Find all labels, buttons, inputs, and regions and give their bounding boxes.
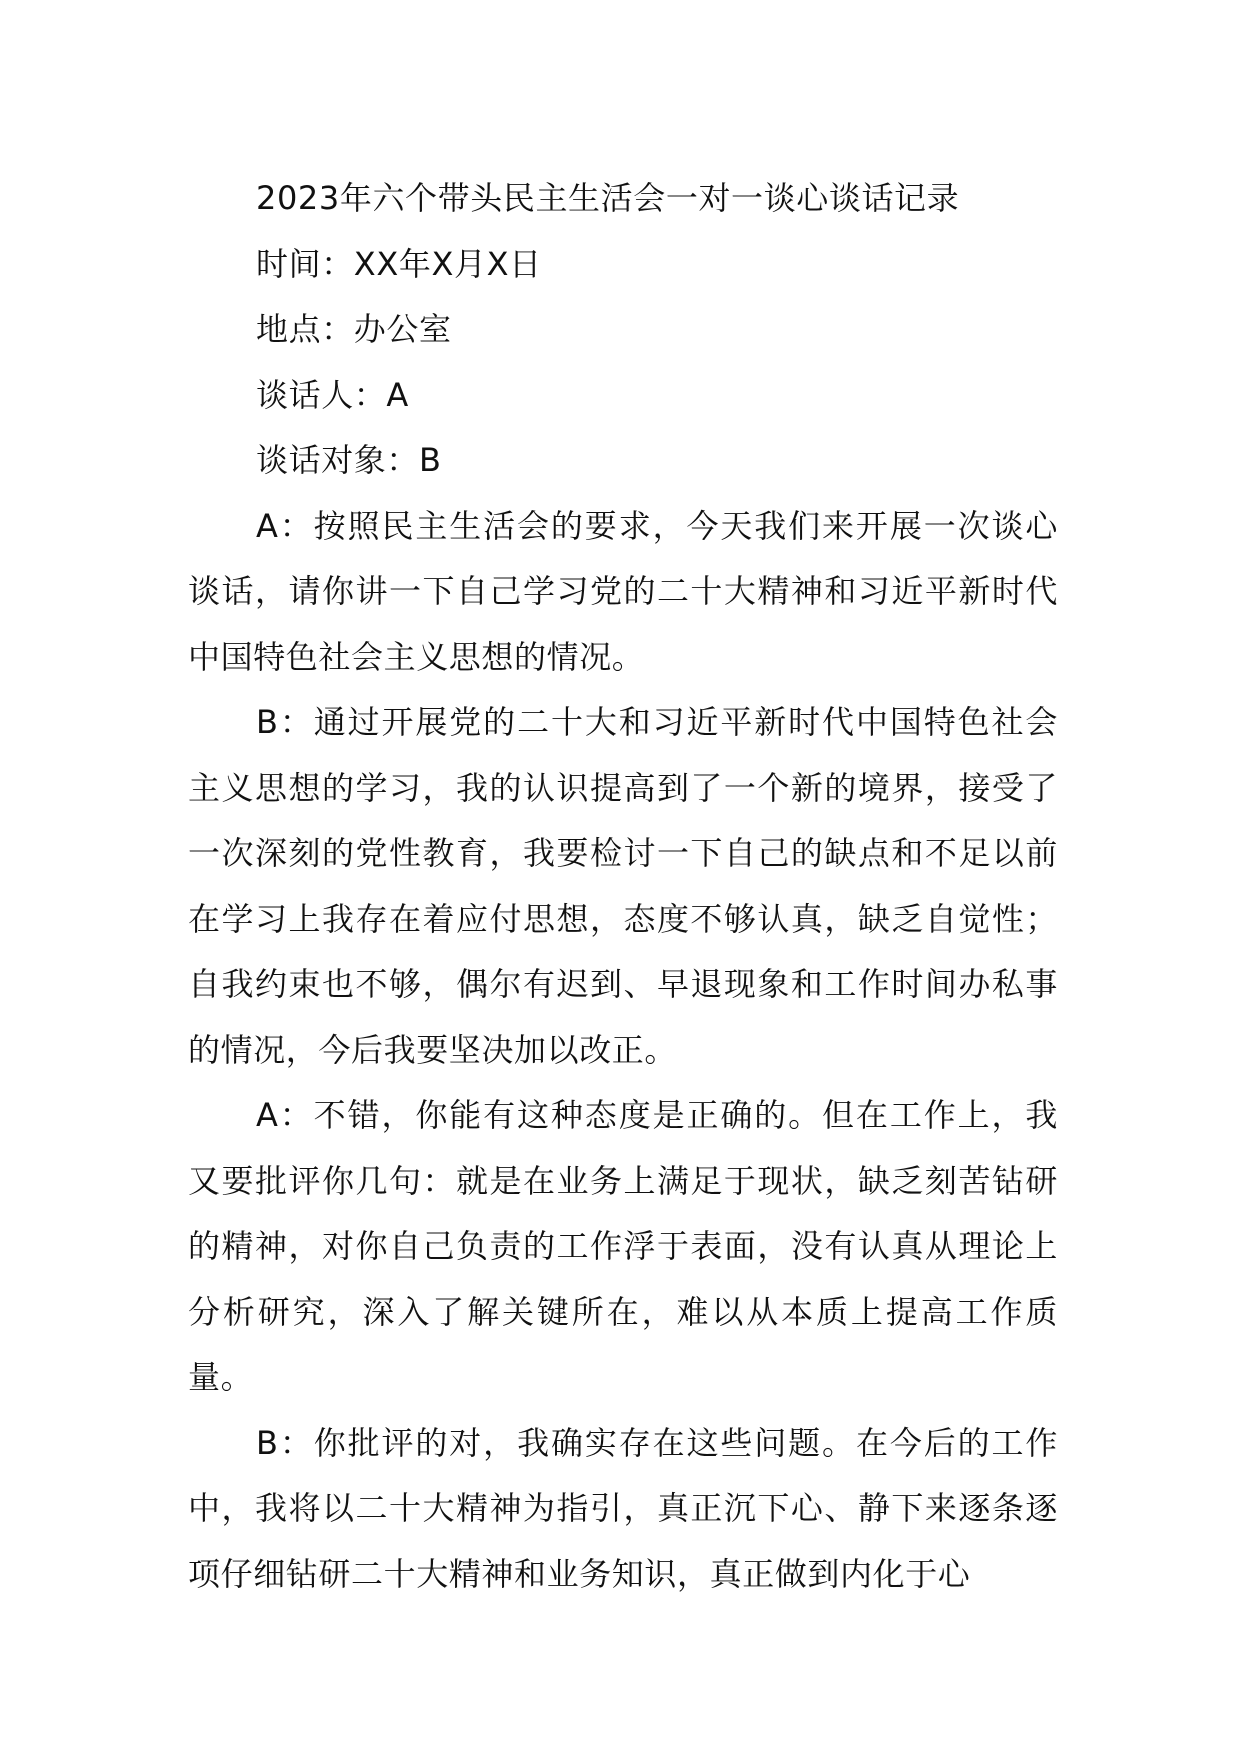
dialogue-paragraph: A：按照民主生活会的要求，今天我们来开展一次谈心谈话，请你讲一下自己学习党的二十大精神和习近平新时代中国特色社会主义思想的情况。 xyxy=(188,506,1058,676)
dialogue-paragraph: B：通过开展党的二十大和习近平新时代中国特色社会主义思想的学习，我的认识提高到了一个新的境界，接受了一次深刻的党性教育，我要检讨一下自己的缺点和不足以前在学习上我存在着应付思想，态度不够认真，缺乏自觉性；自我约束也不够，偶尔有迟到、早退现象和工作时间办私事的情况，今后我要坚决加以改正。 xyxy=(188,703,1058,1069)
document-title: 2023年六个带头民主生活会一对一谈心谈话记录 xyxy=(256,179,960,217)
meeting-time: 时间：XX年X月X日 xyxy=(256,244,542,283)
speaker-line: 谈话人：A xyxy=(256,375,409,414)
document-body xyxy=(188,166,1058,1607)
dialogue-paragraph: B：你批评的对，我确实存在这些问题。在今后的工作中，我将以二十大精神为指引，真正沉下心、静下来逐条逐项仔细钻研二十大精神和业务知识，真正做到内化于心 xyxy=(188,1423,1058,1593)
dialogue-paragraph: A：不错，你能有这种态度是正确的。但在工作上，我又要批评你几句：就是在业务上满足于现状，缺乏刻苦钻研的精神，对你自己负责的工作浮于表面，没有认真从理论上分析研究，深入了解关键所在，难以从本质上提高工作质量。 xyxy=(188,1096,1058,1396)
target-line: 谈话对象：B xyxy=(256,441,442,479)
meeting-place: 地点：办公室 xyxy=(256,310,452,348)
